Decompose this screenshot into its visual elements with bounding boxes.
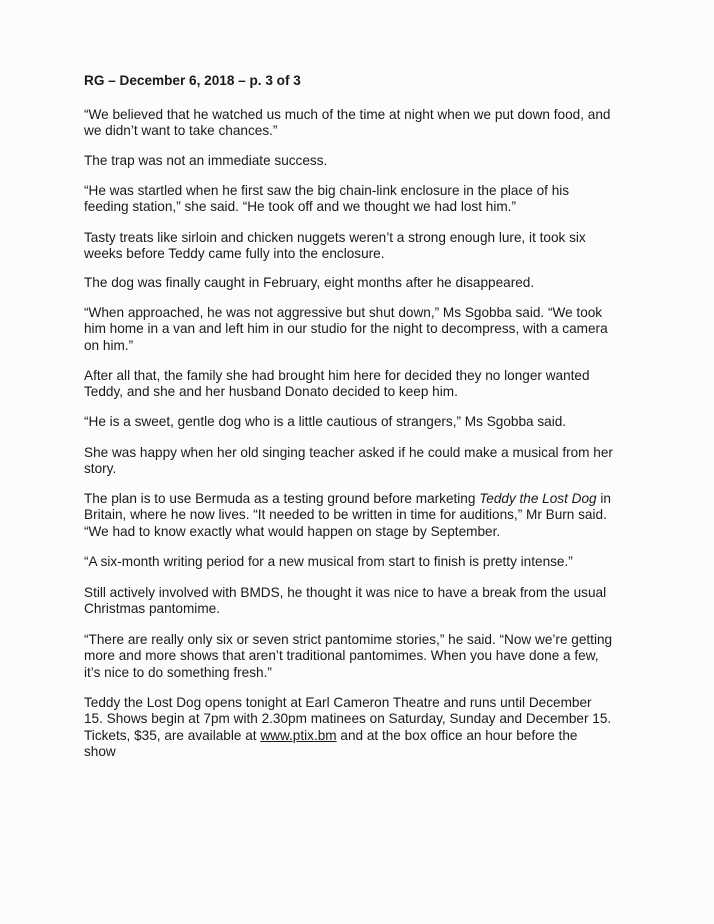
text-line: “There are really only six or seven strict pantomime stories,” he said. “Now we’re getting	[84, 632, 613, 647]
text-line: “When approached, he was not aggressive but shut down,” Ms Sgobba said. “We took	[84, 305, 603, 320]
paragraph-6	[84, 305, 644, 354]
text-run: and at the box office an hour before the	[336, 727, 578, 743]
paragraph-8	[84, 414, 644, 430]
show-title-italic: Teddy the Lost Dog	[479, 491, 597, 506]
text-line: feeding station,” she said. “He took off and we thought we had lost him.”	[84, 199, 516, 215]
paragraph-5	[84, 275, 644, 291]
text-line: on him.”	[84, 337, 134, 353]
text-run: The plan is to use Bermuda as a testing ground before marketing	[84, 491, 480, 506]
text-line: “He was startled when he first saw the big chain-link enclosure in the place of his	[84, 183, 570, 198]
text-line: Christmas pantomime.	[84, 601, 220, 617]
text-line: The dog was finally caught in February, eight months after he disappeared.	[84, 275, 535, 290]
text-line: The trap was not an immediate success.	[84, 153, 328, 168]
text-line: “He is a sweet, gentle dog who is a little cautious of strangers,” Ms Sgobba said.	[84, 414, 567, 429]
text-line: After all that, the family she had brought him here for decided they no longer wanted	[84, 368, 590, 383]
paragraph-14	[84, 695, 644, 761]
text-line: we didn’t want to take chances.”	[84, 123, 278, 139]
paragraph-11	[84, 554, 644, 570]
text-line: Still actively involved with BMDS, he thought it was nice to have a break from the usual	[84, 585, 607, 600]
text-line: Tasty treats like sirloin and chicken nuggets weren’t a strong enough lure, it took six	[84, 230, 586, 245]
paragraph-4	[84, 230, 644, 263]
text-line: more and more shows that aren’t traditional pantomimes. When you have done a few,	[84, 648, 599, 664]
paragraph-1	[84, 107, 644, 140]
text-line: story.	[84, 461, 117, 477]
text-line: him home in a van and left him in our studio for the night to decompress, with a camera	[84, 321, 608, 337]
ptix-link[interactable]: www.ptix.bm	[260, 727, 337, 743]
paragraph-9	[84, 445, 644, 478]
text-line: Britain, where he now lives. “It needed to be written in time for auditions,” Mr Burn said.	[84, 507, 607, 523]
text-line: show	[84, 744, 116, 760]
paragraph-7	[84, 368, 644, 401]
text-run: Tickets, $35, are available at	[84, 727, 261, 743]
paragraph-12	[84, 585, 644, 618]
text-line: She was happy when her old singing teacher asked if he could make a musical from her	[84, 445, 613, 460]
text-line	[84, 728, 644, 744]
paragraph-3	[84, 183, 644, 216]
text-line: “A six-month writing period for a new musical from start to finish is pretty intense.”	[84, 554, 573, 569]
page-header: RG – December 6, 2018 – p. 3 of 3	[84, 73, 301, 88]
paragraph-13	[84, 632, 644, 681]
text-line: Teddy the Lost Dog opens tonight at Earl Cameron Theatre and runs until December	[84, 695, 592, 710]
text-line: 15. Shows begin at 7pm with 2.30pm matinees on Saturday, Sunday and December 15.	[84, 711, 612, 727]
paragraph-2	[84, 153, 644, 169]
text-line: weeks before Teddy came fully into the enclosure.	[84, 246, 385, 262]
text-line: it’s nice to do something fresh.”	[84, 664, 272, 680]
text-line: “We had to know exactly what would happen on stage by September.	[84, 523, 501, 539]
paragraph-10	[84, 491, 644, 540]
text-run: in	[596, 491, 611, 506]
text-line: Teddy, and she and her husband Donato decided to keep him.	[84, 384, 458, 400]
text-line: “We believed that he watched us much of the time at night when we put down food, and	[84, 107, 611, 122]
text-line	[84, 491, 644, 507]
